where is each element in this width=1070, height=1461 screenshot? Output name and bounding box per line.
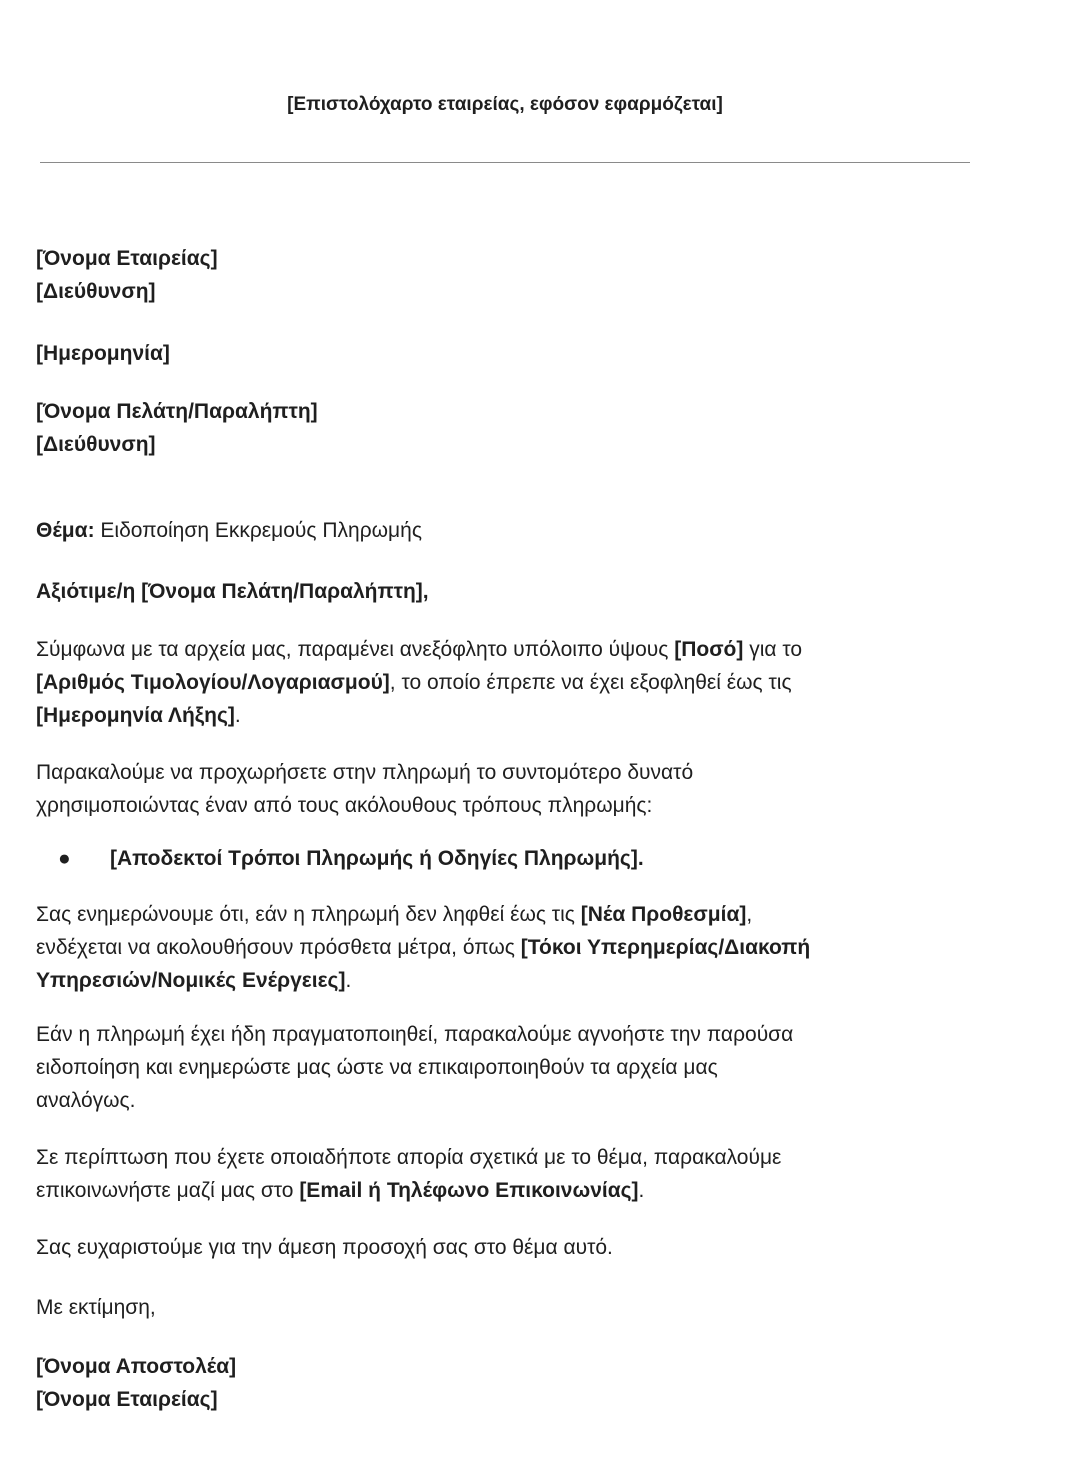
para1-text: Σύμφωνα με τα αρχεία μας, παραμένει ανεξόφλητο υπόλοιπο ύψους xyxy=(36,638,675,661)
sender-company: [Όνομα Εταιρείας] xyxy=(36,247,218,270)
paragraph-4 xyxy=(36,1018,996,1117)
letterhead: [Επιστολόχαρτο εταιρείας, εφόσον εφαρμόζεται] xyxy=(287,94,723,115)
para3-text: . xyxy=(345,969,352,992)
recipient-name: [Όνομα Πελάτη/Παραλήπτη] xyxy=(36,400,318,423)
para5-text: επικοινωνήστε μαζί μας στο xyxy=(36,1179,300,1202)
para4-line: ειδοποίηση και ενημερώστε μας ώστε να επικαιροποιηθούν τα αρχεία μας xyxy=(36,1056,718,1079)
bullet-icon: ● xyxy=(58,847,71,870)
measures-placeholder: [Τόκοι Υπερημερίας/Διακοπή xyxy=(520,936,811,959)
paragraph-3 xyxy=(36,898,996,997)
para3-text: Σας ενημερώνουμε ότι, εάν η πληρωμή δεν ληφθεί έως τις xyxy=(36,903,581,926)
para2-line: Παρακαλούμε να προχωρήσετε στην πληρωμή το συντομότερο δυνατό xyxy=(36,761,694,784)
deadline-placeholder: [Νέα Προθεσμία] xyxy=(580,903,747,926)
paragraph-6: Σας ευχαριστούμε για την άμεση προσοχή σας στο θέμα αυτό. xyxy=(36,1236,613,1259)
para4-line: Εάν η πληρωμή έχει ήδη πραγματοποιηθεί, παρακαλούμε αγνοήστε την παρούσα xyxy=(36,1023,794,1046)
invoice-placeholder: [Αριθμός Τιμολογίου/Λογαριασμού] xyxy=(36,671,390,694)
recipient-block xyxy=(36,395,996,461)
header-divider xyxy=(40,162,970,163)
amount-placeholder: [Ποσό] xyxy=(674,638,744,661)
para1-text: για το xyxy=(743,638,803,661)
paragraph-1 xyxy=(36,633,996,732)
letter-date: [Ημερομηνία] xyxy=(36,342,170,365)
subject-label: Θέμα: xyxy=(36,519,95,542)
payment-methods-placeholder: [Αποδεκτοί Τρόποι Πληρωμής ή Οδηγίες Πληρωμής]. xyxy=(110,847,644,870)
para3-text: ενδέχεται να ακολουθήσουν πρόσθετα μέτρα, όπως xyxy=(36,936,521,959)
paragraph-2 xyxy=(36,756,996,822)
para4-line: αναλόγως. xyxy=(36,1089,136,1112)
contact-placeholder: [Email ή Τηλέφωνο Επικοινωνίας] xyxy=(299,1179,639,1202)
measures-placeholder: Υπηρεσιών/Νομικές Ενέργειες] xyxy=(36,969,346,992)
due-date-placeholder: [Ημερομηνία Λήξης] xyxy=(36,704,235,727)
para5-text: . xyxy=(638,1179,645,1202)
recipient-address: [Διεύθυνση] xyxy=(36,433,156,456)
payment-methods-list-item xyxy=(58,842,644,875)
closing: Με εκτίμηση, xyxy=(36,1296,156,1319)
sender-address: [Διεύθυνση] xyxy=(36,280,156,303)
subject-text: Ειδοποίηση Εκκρεμούς Πληρωμής xyxy=(94,519,422,542)
signature-company: [Όνομα Εταιρείας] xyxy=(36,1388,218,1411)
para3-text: , xyxy=(746,903,753,926)
signature-block xyxy=(36,1350,996,1416)
paragraph-5 xyxy=(36,1141,996,1207)
sender-block xyxy=(36,242,996,308)
para1-text: . xyxy=(234,704,241,727)
para5-line: Σε περίπτωση που έχετε οποιαδήποτε απορία σχετικά με το θέμα, παρακαλούμε xyxy=(36,1146,782,1169)
para1-text: , το οποίο έπρεπε να έχει εξοφληθεί έως τις xyxy=(389,671,792,694)
subject-line xyxy=(36,514,996,547)
salutation: Αξιότιμε/η [Όνομα Πελάτη/Παραλήπτη], xyxy=(36,580,429,603)
signature-name: [Όνομα Αποστολέα] xyxy=(36,1355,237,1378)
para2-line: χρησιμοποιώντας έναν από τους ακόλουθους τρόπους πληρωμής: xyxy=(36,794,653,817)
